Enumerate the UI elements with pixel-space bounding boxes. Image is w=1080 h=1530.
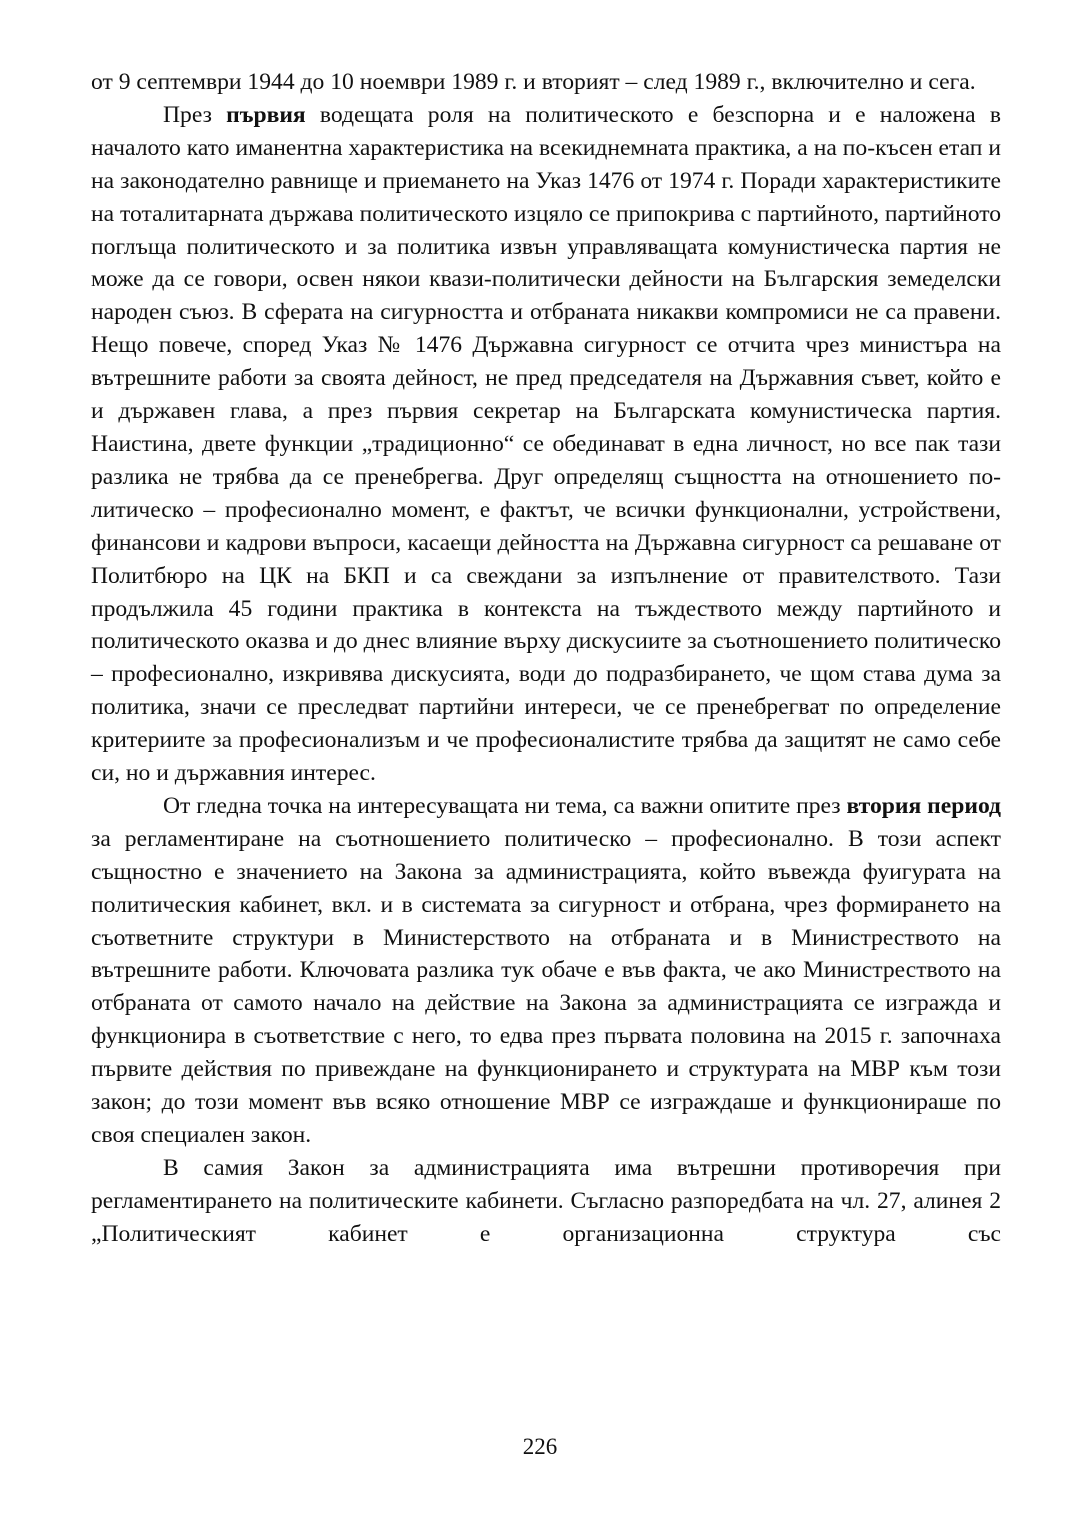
paragraph-2-lead: През — [163, 101, 227, 128]
paragraph-1-text: от 9 септември 1944 до 10 ноември 1989 г. и вторият – след 1989 г., включително и сега. — [91, 69, 976, 95]
paragraph-3-text: за регламентиране на съотношението политическо – професионално. В този аспект същностно е значението на Закона за администрацията, който въвежда фуигурата на политическия кабинет, вкл. и в системата за сигурност и отбрана, чрез формирането на съответните структури в Министерството на отбраната и в Министреството на вътрешните работи. Ключовата разлика тук обаче е във факта, че ако Министреството на отбраната от самото начало на действие на Закона за администрацията се изгражда и функционира в съответствие с него, то едва през първата половина на 2015 г. започнаха първите действия по привеждане на функционирането и структурата на МВР към този закон; до този момент във всяко отношение МВР се изграждаше и функционираше по своя специален закон. — [91, 825, 1001, 1148]
paragraph-4-text: В самия Закон за администрацията има вътрешни противоречия при регламентирането на политическите кабинети. Съгласно разпоредбата на чл. 27, алинея 2 „Политическият кабинет е организационна структура със — [91, 1154, 1001, 1247]
paragraph-2-bold-term: първия — [226, 101, 306, 128]
paragraph-3-bold-term: втория период — [846, 792, 1001, 819]
paragraph-1 — [91, 66, 1001, 99]
paragraph-3 — [91, 790, 1001, 1152]
paragraph-2 — [91, 99, 1001, 790]
page-number: 226 — [522, 1434, 558, 1459]
paragraph-2-text: водещата роля на политическото е безспорна и е наложена в началото като иманентна характеристика на всекиднемната практика, а на по-късен етап и на законодателно равнище и приемането на Указ 1476 от 1974 г. Поради характеристиките на тоталитарната държава политическото изцяло се припокрива с партийното, партийното поглъща политическото и за политика извън управляващата комунистическа партия не може да се говори, освен някои квази-политически дейности на Българския земеделски народен съюз. В сферата на сигурността и отбраната никакви компромиси не са правени. Нещо повече, според Указ № 1476 Държавна сигурност се отчита чрез министъра на вътрешните работи за своята дейност, не пред председателя на Държавния съвет, който е и държавен глава, а през първия секретар на Българската комунистическа партия. Наистина, двете функции „традиционно“ се обединават в една личност, но все пак тази разлика не трябва да се пренебрегва. Друг определящ същността на отношението политическо – професионално момент, е фактът, че всички функционални, устройствени, финансови и кадрови въпроси, касаещи дейността на Държавна сигурност са решаване от Политбюро на ЦК на БКП и са свеждани за изпълнение от правителството. Тази продължила 45 години практика в контекста на тъждеството между партийното и политическото оказва и до днес влияние върху дискусиите за съотношението политическо – професионално, изкривява дискусията, води до подразбирането, че щом става дума за политика, значи се преследват партийни интереси, че се пренебрегват по определение критериите за професионализъм и че професионалистите трябва да защитят не само себе си, но и държавния интерес. — [91, 101, 1001, 787]
paragraph-3-lead: От гледна точка на интересуващата ни тема, са важни опитите през — [163, 792, 847, 819]
paragraph-4 — [91, 1152, 1001, 1251]
document-body — [91, 66, 1001, 1251]
